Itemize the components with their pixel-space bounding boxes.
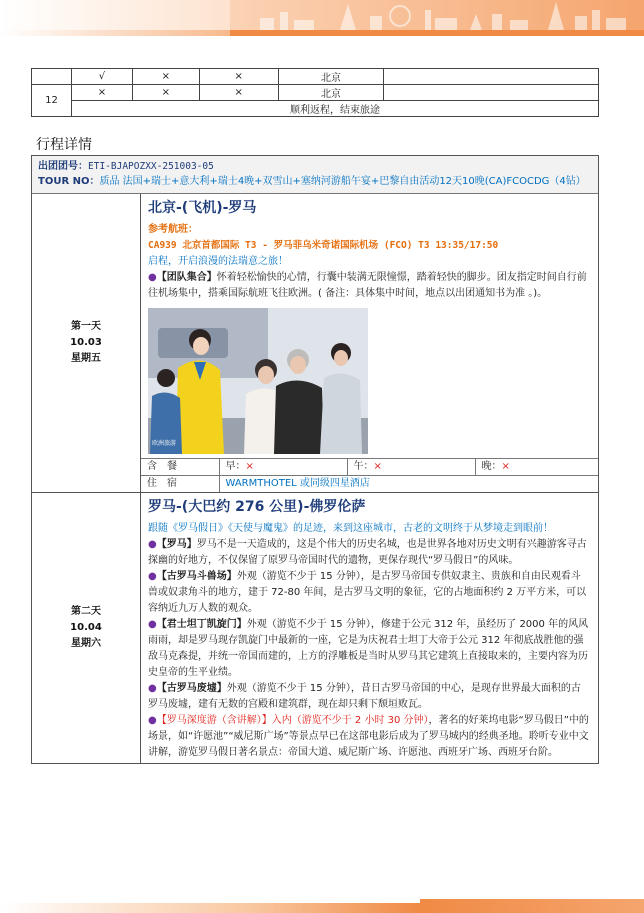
bullet-icon: ● [148,715,157,726]
breakfast-info [219,459,347,476]
city-cell: 北京 [278,85,384,101]
bullet-icon: ● [148,683,157,694]
day-date: 10.04 [70,622,102,633]
day-row-1 [32,194,598,493]
dinner-info [475,459,598,476]
breakfast-label: 早： [225,461,246,472]
bullet-icon: ● [148,571,157,582]
para-text: ，著名的好莱坞电影“罗马假日”中的场景，如“许愿池”“威尼斯广场”等景点早已在这部电影后成为了罗马城内的经典圣地。聆听专业中文讲解，游览罗马假日著名景点：帝国大道、威尼斯广场、许愿池、西班牙广场、西班牙台阶。 [148,715,589,758]
day-cell [32,69,72,85]
paragraph [148,681,590,713]
header-banner [0,0,644,46]
day-row-2 [32,493,598,763]
day-name: 第二天 [71,606,101,617]
dinner-label: 晚： [481,461,502,472]
para-title: 【古罗马废墟】 [156,683,227,694]
day-intro: 跟随《罗马假日》《天使与魔鬼》的足迹，来到这座城市，古老的文明终于从梦境走到眼前！ [148,523,553,534]
breakfast-value: × [245,461,254,472]
para-text: 外观（游览不少于 15 分钟），修建于公元 312 年，虽经历了 2000 年的风风雨雨，却是罗马现存凯旋门中最新的一座，它是为庆祝君士坦丁大帝于公元 312 年彻底战胜他的强敌马克森提，并统一帝国而建的，上方的浮雕板是当时从罗马其它建筑上直接取来的，主要内容为历史皇帝的生平业绩。 [148,619,589,678]
day-weekday: 星期五 [71,353,101,364]
flight-ref-label: 参考航班： [148,224,198,235]
section-title: 行程详情 [36,137,92,153]
group-no: ETI-BJAPOZXX-251003-05 [88,161,214,172]
paragraph [148,569,590,617]
para-text: 外观（游览不少于 15 分钟），昔日古罗马帝国的中心，是现存世界最大面积的古罗马废墟，建有无数的宫殿和建筑群，现在却只剩下颓垣败瓦。 [148,683,581,710]
bullet-icon: ● [148,539,157,550]
group-no-label: 出团团号： [38,161,88,172]
paragraph [148,537,590,569]
day-date: 10.03 [70,337,102,348]
table-row [32,101,599,117]
table-row [32,85,599,101]
closing-note: 顺利返程，结束旅途 [71,101,598,117]
meal-label: 含餐 [141,459,219,476]
day-name: 第一天 [71,321,101,332]
para-title: 【古罗马斗兽场】 [156,571,237,582]
para-title: 【罗马深度游（含讲解）】 [156,715,272,726]
tour-name: 质品 法国+瑞士+意大利+瑞士4晚+双雪山+塞纳河游船午宴+巴黎自由活动12天10晚(CA)FCOCDG（4钻） [99,176,586,187]
itinerary-block [31,155,599,764]
day-label-1 [32,194,141,492]
hotel-value: WARMTHOTEL 或同级四星酒店 [219,476,598,493]
extra-cell [384,69,599,85]
meal-hotel-table [141,458,598,492]
photo-caption: 欧洲旅游 [152,440,177,447]
extra-cell [384,85,599,101]
tour-header [32,156,598,194]
bullet-icon: ● [148,272,157,283]
para-text: 怀着轻松愉快的心情，行囊中装满无限憧憬，踏着轻快的脚步。团友指定时间自行前往机场集中，搭乘国际航班飞往欧洲。( 备注：具体集中时间，地点以出团通知书为准 。)。 [148,272,587,299]
dinner-value: × [501,461,510,472]
breakfast-cell: × [71,85,132,101]
para-text: 罗马不是一天造成的，这是个伟大的历史名城，也是世界各地对历史文明有兴趣游客寻古探幽的好地方，不仅保留了原罗马帝国时代的遗物，更保存现代“罗马假日”的风味。 [148,539,587,566]
para-title: 【君士坦丁凯旋门】 [156,619,247,630]
travel-photo [148,308,368,454]
lunch-value: × [373,461,382,472]
travelers-image [148,308,368,454]
flight-info: CA939 北京首都国际 T3 - 罗马菲乌米奇诺国际机场 (FCO) T3 13:35/17:50 [148,240,499,251]
paragraph [148,617,590,681]
footer-banner [0,899,644,913]
bullet-icon: ● [148,619,157,630]
skyline-decoration [230,0,644,32]
day-content-1 [141,194,598,492]
para-title: 【团队集合】 [156,272,217,283]
breakfast-cell: √ [71,69,132,85]
day-cell: 12 [32,85,72,117]
day-title: 北京-(飞机)-罗马 [148,200,257,216]
para-text: 外观（游览不少于 15 分钟），是古罗马帝国专供奴隶主、贵族和自由民观看斗兽或奴隶角斗的地方，建于 72-80 年间，是古罗马文明的象征，它的占地面积约 2 万平方米，可以容纳近九万人数的观众。 [148,571,587,614]
paragraph [148,713,590,761]
day-label-2 [32,493,141,763]
hotel-label: 住宿 [141,476,219,493]
city-cell: 北京 [278,69,384,85]
lunch-cell: × [132,69,199,85]
para-highlight: 入内（游览不少于 2 小时 30 分钟） [271,715,429,726]
day-title: 罗马-(大巴约 276 公里)-佛罗伦萨 [148,499,366,515]
table-row [141,476,598,493]
schedule-table [31,68,599,117]
para-title: 【罗马】 [156,539,197,550]
table-row [32,69,599,85]
lunch-info [347,459,475,476]
dinner-cell: × [199,69,278,85]
lunch-cell: × [132,85,199,101]
tour-no-label: TOUR NO： [38,176,100,187]
lunch-label: 午： [353,461,374,472]
day-weekday: 星期六 [71,638,101,649]
dinner-cell: × [199,85,278,101]
day-tagline: 启程，开启浪漫的法瑞意之旅！ [148,256,288,267]
table-row [141,459,598,476]
paragraph [148,270,590,302]
day-content-2 [141,493,598,763]
